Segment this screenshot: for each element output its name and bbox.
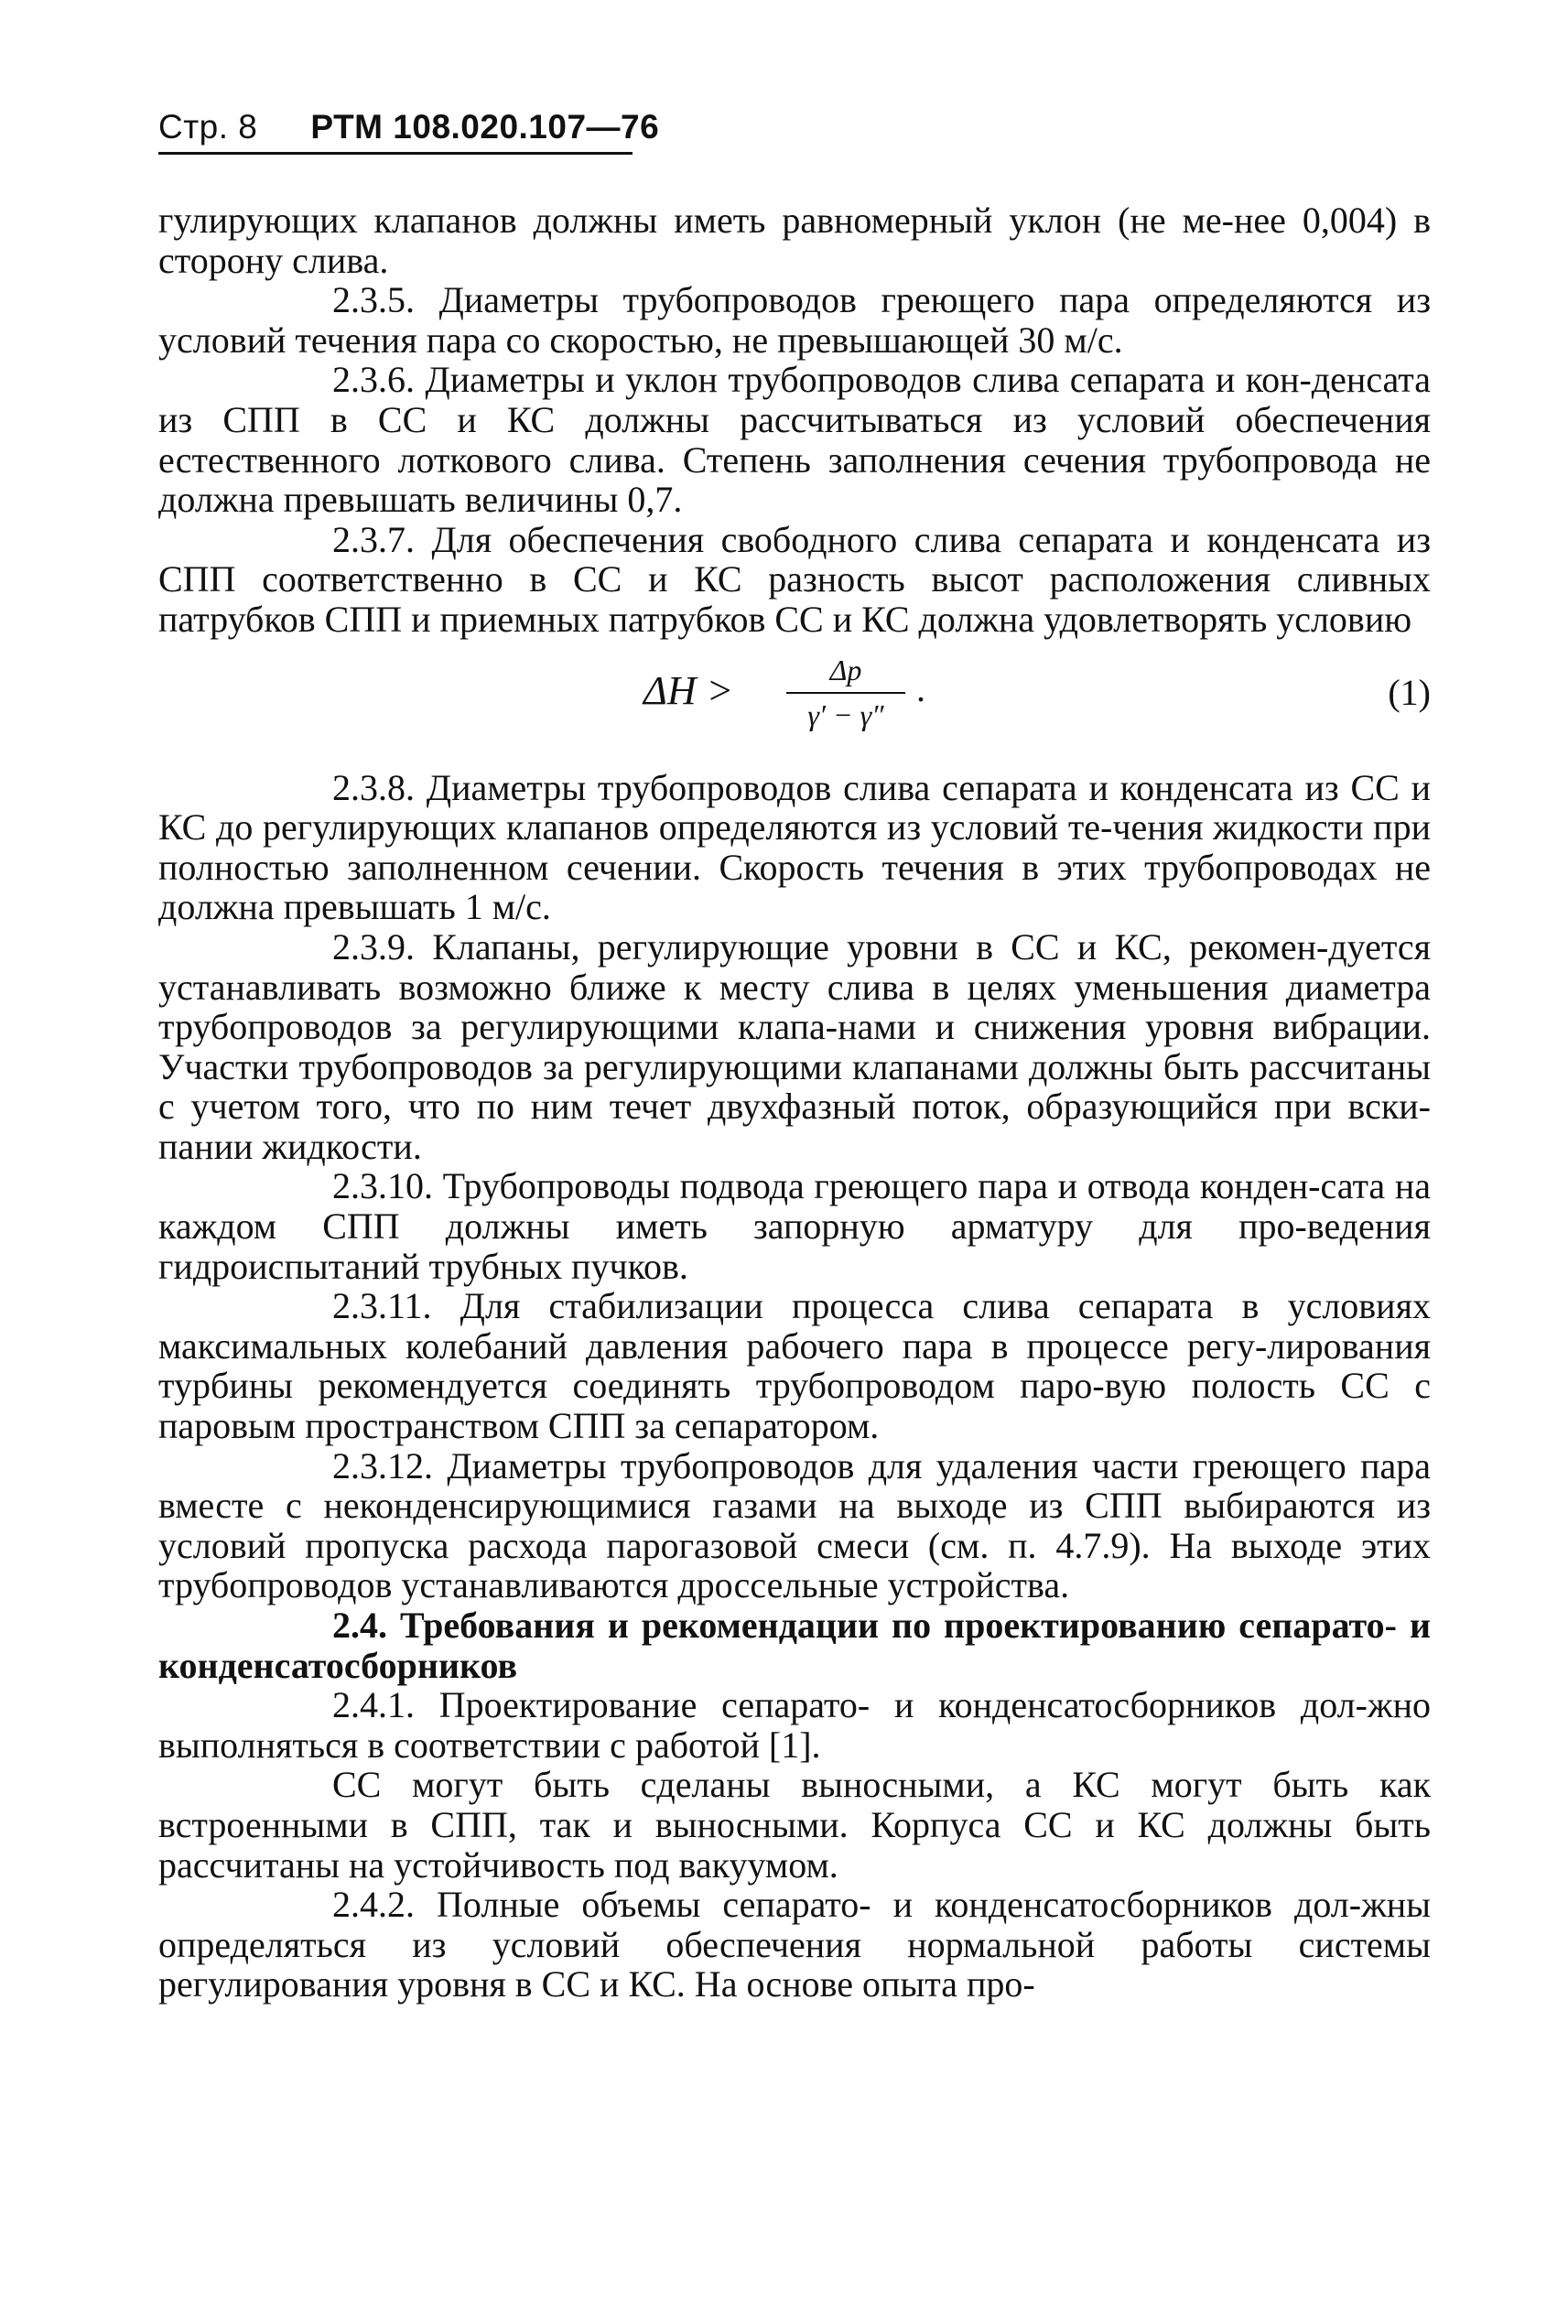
document-page (158, 108, 1431, 2005)
paragraph-2-3-6: 2.3.6. Диаметры и уклон трубопроводов слива сепарата и кон-денсата из СПП в СС и КС должны рассчитываться из условий обеспечения естественного лоткового слива. Степень заполнения сечения трубопровода не должна превышать величины 0,7. (158, 359, 1431, 521)
formula-period: . (916, 667, 925, 709)
formula-denominator: γ′ − γ″ (807, 698, 884, 732)
page-number-label: Стр. 8 (158, 108, 258, 146)
paragraph-2-3-5: 2.3.5. Диаметры трубопроводов греющего пара определяются из условий течения пара со скоростью, не превышающей 30 м/с. (158, 279, 1431, 361)
page-header (158, 108, 660, 155)
paragraph-2-3-10: 2.3.10. Трубопроводы подвода греющего пара и отвода конден-сата на каждом СПП должны иметь запорную арматуру для про-ведения гидроиспытаний трубных пучков. (158, 1165, 1431, 1287)
paragraph-continuation: гулирующих клапанов должны иметь равномерный уклон (не ме-нее 0,004) в сторону слива. (158, 200, 1431, 281)
paragraph-2-3-7: 2.3.7. Для обеспечения свободного слива сепарата и конденсата из СПП соответственно в СС и КС разность высот расположения сливных патрубков СПП и приемных патрубков СС и КС должна удовлетворять условию (158, 518, 1431, 640)
equation-number: (1) (1388, 671, 1431, 713)
formula-numerator: Δp (786, 651, 905, 695)
paragraph-cc-kc: СС могут быть сделаны выносными, а КС могут быть как встроенными в СПП, так и выносными. Корпуса СС и КС должны быть рассчитаны на устойчивость под вакуумом. (158, 1764, 1431, 1886)
section-heading-2-4: 2.4. Требования и рекомендации по проектированию сепарато- и конденсатосборников (158, 1605, 1431, 1686)
paragraph-2-3-9: 2.3.9. Клапаны, регулирующие уровни в СС и КС, рекомен-дуется устанавливать возможно ближе к месту слива в целях уменьшения диаметра трубопроводов за регулирующими клапа-нами и снижения уровня вибрации. Участки трубопроводов за регулирующими клапанами должны быть рассчитаны с учетом того, что по ним течет двухфазный поток, образующийся при вски-пании жидкости. (158, 925, 1431, 1167)
formula-lhs: ΔH > (643, 667, 734, 713)
paragraph-2-4-1: 2.4.1. Проектирование сепарато- и конденсатосборников дол-жно выполняться в соответствии с работой [1]. (158, 1684, 1431, 1766)
formula-1 (158, 642, 1431, 768)
document-code: РТМ 108.020.107—76 (310, 108, 660, 146)
paragraph-2-4-2: 2.4.2. Полные объемы сепарато- и конденсатосборников дол-жны определяться из условий обеспечения нормальной работы системы регулирования уровня в СС и КС. На основе опыта про- (158, 1884, 1431, 2005)
paragraph-2-3-8: 2.3.8. Диаметры трубопроводов слива сепарата и конденсата из СС и КС до регулирующих клапанов определяются из условий те-чения жидкости при полностью заполненном сечении. Скорость течения в этих трубопроводах не должна превышать 1 м/с. (158, 766, 1431, 928)
paragraph-2-3-11: 2.3.11. Для стабилизации процесса слива сепарата в условиях максимальных колебаний давления рабочего пара в процессе регу-лирования турбины рекомендуется соединять трубопроводом паро-вую полость СС с паровым пространством СПП за сепаратором. (158, 1285, 1431, 1447)
formula-fraction (777, 651, 914, 736)
body-text (158, 200, 1431, 2005)
paragraph-2-3-12: 2.3.12. Диаметры трубопроводов для удаления части греющего пара вместе с неконденсирующимися газами на выходе из СПП выбираются из условий пропуска расхода парогазовой смеси (см. п. 4.7.9). На выходе этих трубопроводов устанавливаются дроссельные устройства. (158, 1444, 1431, 1606)
